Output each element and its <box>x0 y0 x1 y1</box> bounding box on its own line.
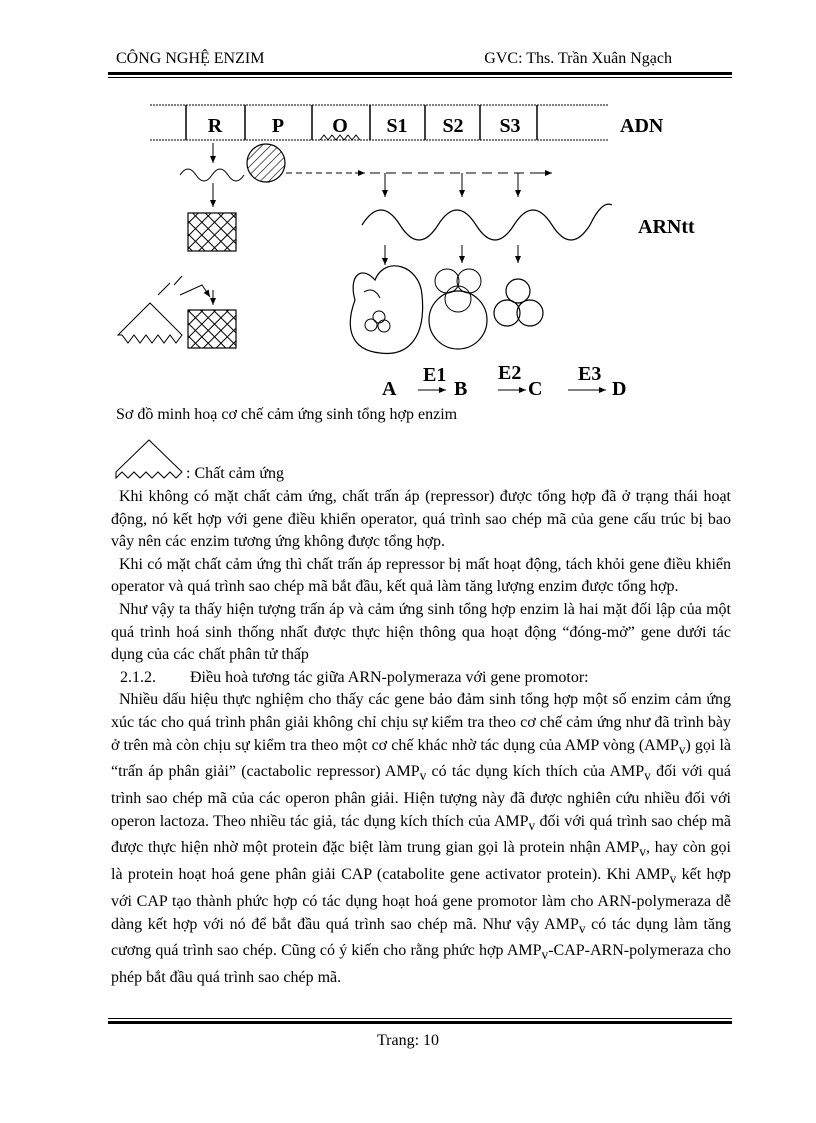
enzyme-e3-label: E3 <box>578 363 602 385</box>
gene-label-o: O <box>332 115 348 137</box>
gene-label-s3: S3 <box>499 115 521 137</box>
mrna-wave <box>362 204 612 240</box>
gene-label-r: R <box>207 115 223 137</box>
substrate-a: A <box>382 378 397 400</box>
gene-label-s2: S2 <box>442 115 464 137</box>
paragraph: Khi không có mặt chất cảm ứng, chất trấn áp (repressor) được tổng hợp đã ở trạng thái hoạt động, nó kết hợp với gene điều khiển operator, quá trình sao chép mã của gene cấu trúc bị bao vây nên các enzim tương ứng không được tổng hợp. <box>111 488 731 551</box>
legend-label: : Chất cảm ứng <box>186 465 284 482</box>
enzyme-e2-label: E2 <box>498 362 522 384</box>
substrate-d: D <box>612 378 627 400</box>
header-author: GVC: Ths. Trần Xuân Ngạch <box>484 50 672 67</box>
rna-polymerase <box>247 144 285 182</box>
diagram-caption: Sơ đồ minh hoạ cơ chế cảm ứng sinh tổng hợp enzim <box>116 406 458 423</box>
paragraph: Khi có mặt chất cảm ứng thì chất trấn áp repressor bị mất hoạt động, tách khỏi gene điều khiển operator và quá trình sao chép mã bắt đầu, kết quả làm tăng lượng enzim được tổng hợp. <box>111 555 731 596</box>
mrna-label: ARNtt <box>638 216 695 238</box>
footer-rule-thin <box>108 1018 732 1019</box>
gene-label-s1: S1 <box>386 115 408 137</box>
page-number: Trang: 10 <box>376 1032 440 1049</box>
page-header <box>108 50 732 72</box>
enzyme-e2-shape <box>429 269 487 349</box>
dna-strip <box>150 105 664 140</box>
header-rule-thick <box>108 72 732 75</box>
enzyme-induction-diagram <box>100 95 720 400</box>
inactive-repressor <box>188 310 236 348</box>
dna-label: ADN <box>620 115 664 137</box>
enzyme-e3-shape <box>494 279 543 326</box>
reaction-chain <box>382 362 626 400</box>
header-title: CÔNG NGHỆ ENZIM <box>116 50 265 67</box>
section-number: 2.1.2. <box>120 668 156 686</box>
substrate-b: B <box>454 378 468 400</box>
active-repressor <box>188 213 236 251</box>
enzyme-e1-label: E1 <box>423 364 447 386</box>
inducer-shape <box>118 303 182 343</box>
footer-rule-thick <box>108 1021 732 1024</box>
section-heading <box>111 667 731 690</box>
paragraph: Như vậy ta thấy hiện tượng trấn áp và cảm ứng sinh tổng hợp enzim là hai mặt đối lập của một quá trình hoá sinh thống nhất được thực hiện thông qua hoạt động “đóng-mở” gene dưới tác dụng của các chất phân tử thấp <box>111 600 731 664</box>
paragraph: Nhiều dấu hiệu thực nghiệm cho thấy các gene bảo đảm sinh tổng hợp một số enzim cảm ứng xúc tác cho quá trình phân giải không chỉ chịu sự kiểm tra theo cơ chế cảm ứng như đã trình bày ở trên mà còn chịu sự kiểm tra theo một cơ chế khác nhờ tác dụng của AMP vòng $(AMP_v)$ gọi là “trấn áp phân giải” (cactabolic repressor) $AMP_v$ có tác dụng kích thích của $AMP_v$ đối với quá trình sao chép mã của các operon phân giải. Hiện tượng này đã được nghiên cứu nhiều đối với operon lactoza. Theo nhiều tác giả, tác dụng kích thích của $AMP_v$ đối với quá trình sao chép mã được thực hiện nhờ một protein đặc biệt làm trung gian gọi là protein nhận $AMP_v$, hay còn gọi là protein hoạt hoá gene phân giải CAP (catabolite gene activator protein). Khi $AMP_v$ kết hợp với CAP tạo thành phức hợp có tác dụng hoạt hoá gene promotor làm cho ARN-polymeraza dễ dàng kết hợp với nó để bắt đầu quá trình sao chép mã. Như vậy $AMP_v$ có tác dụng làm tăng cương quá trình sao chép. Cũng có ý kiến cho rằng phức hợp $AMP_v-CAP-ARN$-polymeraza cho phép bắt đầu quá trình sao chép mã. <box>111 691 731 987</box>
gene-label-p: P <box>271 115 285 137</box>
substrate-c: C <box>528 378 543 400</box>
enzyme-e1-shape <box>350 266 422 354</box>
body-text <box>111 486 731 990</box>
header-rule-thin <box>108 77 732 78</box>
repressor-path <box>118 143 244 348</box>
inducer-legend-icon <box>112 438 186 480</box>
section-title: Điều hoà tương tác giữa ARN-polymeraza với gene promotor: <box>190 668 589 686</box>
